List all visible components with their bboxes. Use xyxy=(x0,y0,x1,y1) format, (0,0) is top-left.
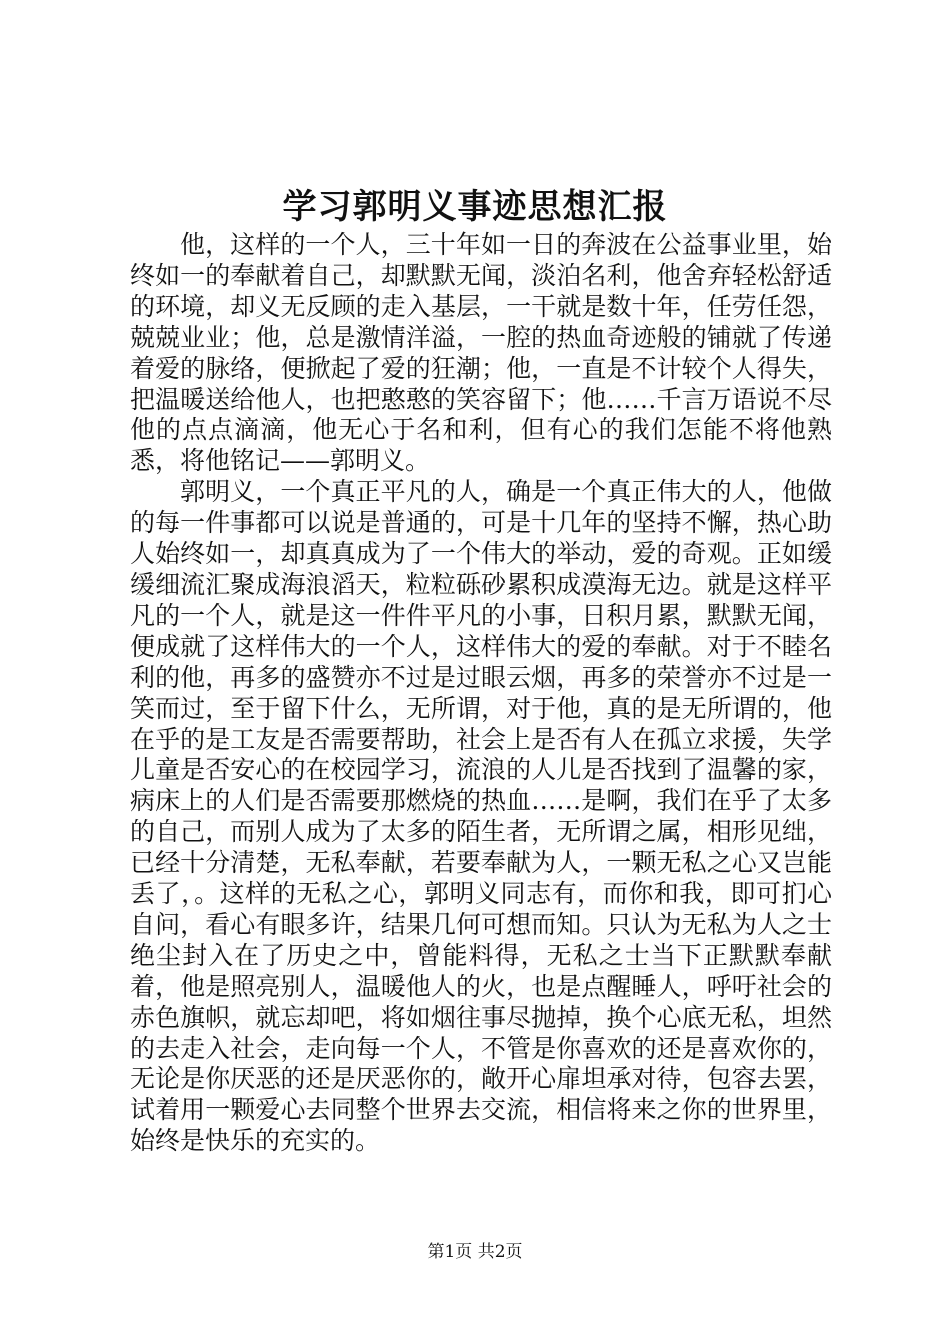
paragraph-2: 郭明义，一个真正平凡的人，确是一个真正伟大的人，他做的每一件事都可以说是普通的，可是十几年的坚持不懈，热心助人始终如一，却真真成为了一个伟大的举动，爱的奇观。正如缓缓细流汇聚成海浪滔天，粒粒砾砂累积成漠海无边。就是这样平凡的一个人，就是这一件件平凡的小事，日积月累，默默无闻，便成就了这样伟大的一个人，这样伟大的爱的奉献。对于不睦名利的他，再多的盛赞亦不过是过眼云烟，再多的荣誉亦不过是一笑而过，至于留下什么，无所谓，对于他，真的是无所谓的，他在乎的是工友是否需要帮助，社会上是否有人在孤立求援，失学儿童是否安心的在校园学习，流浪的人儿是否找到了温馨的家，病床上的人们是否需要那燃烧的热血……是啊，我们在乎了太多的自己，而别人成为了太多的陌生者，无所谓之属，相形见绌，已经十分清楚，无私奉献，若要奉献为人，一颗无私之心又岂能丢了，。这样的无私之心，郭明义同志有，而你和我，即可扪心自问，看心有眼多许，结果几何可想而知。只认为无私为人之士绝尘封入在了历史之中，曾能料得，无私之士当下正默默奉献着，他是照亮别人，温暖他人的火，也是点醒睡人，呼吁社会的赤色旗帜，就忘却吧，将如烟往事尽抛掉，换个心底无私，坦然的去走入社会，走向每一个人，不管是你喜欢的还是喜欢你的，无论是你厌恶的还是厌恶你的，敞开心扉坦承对待，包容去罢，试着用一颗爱心去同整个世界去交流，相信将来之你的世界里，始终是快乐的充实的。 xyxy=(130,477,832,1156)
document-body xyxy=(130,230,832,1157)
document-title: 学习郭明义事迹思想汇报 xyxy=(282,187,668,227)
paragraph-1: 他，这样的一个人，三十年如一日的奔波在公益事业里，始终如一的奉献着自己，却默默无闻，淡泊名利，他舍弃轻松舒适的环境，却义无反顾的走入基层，一干就是数十年，任劳任怨，兢兢业业；他，总是激情洋溢，一腔的热血奇迹般的铺就了传递着爱的脉络，便掀起了爱的狂潮；他，一直是不计较个人得失，把温暖送给他人，也把憨憨的笑容留下；他……千言万语说不尽他的点点滴滴，他无心于名和利，但有心的我们怎能不将他熟悉，将他铭记——郭明义。 xyxy=(130,230,832,476)
page-number-footer: 第1页 共2页 xyxy=(427,1242,523,1262)
